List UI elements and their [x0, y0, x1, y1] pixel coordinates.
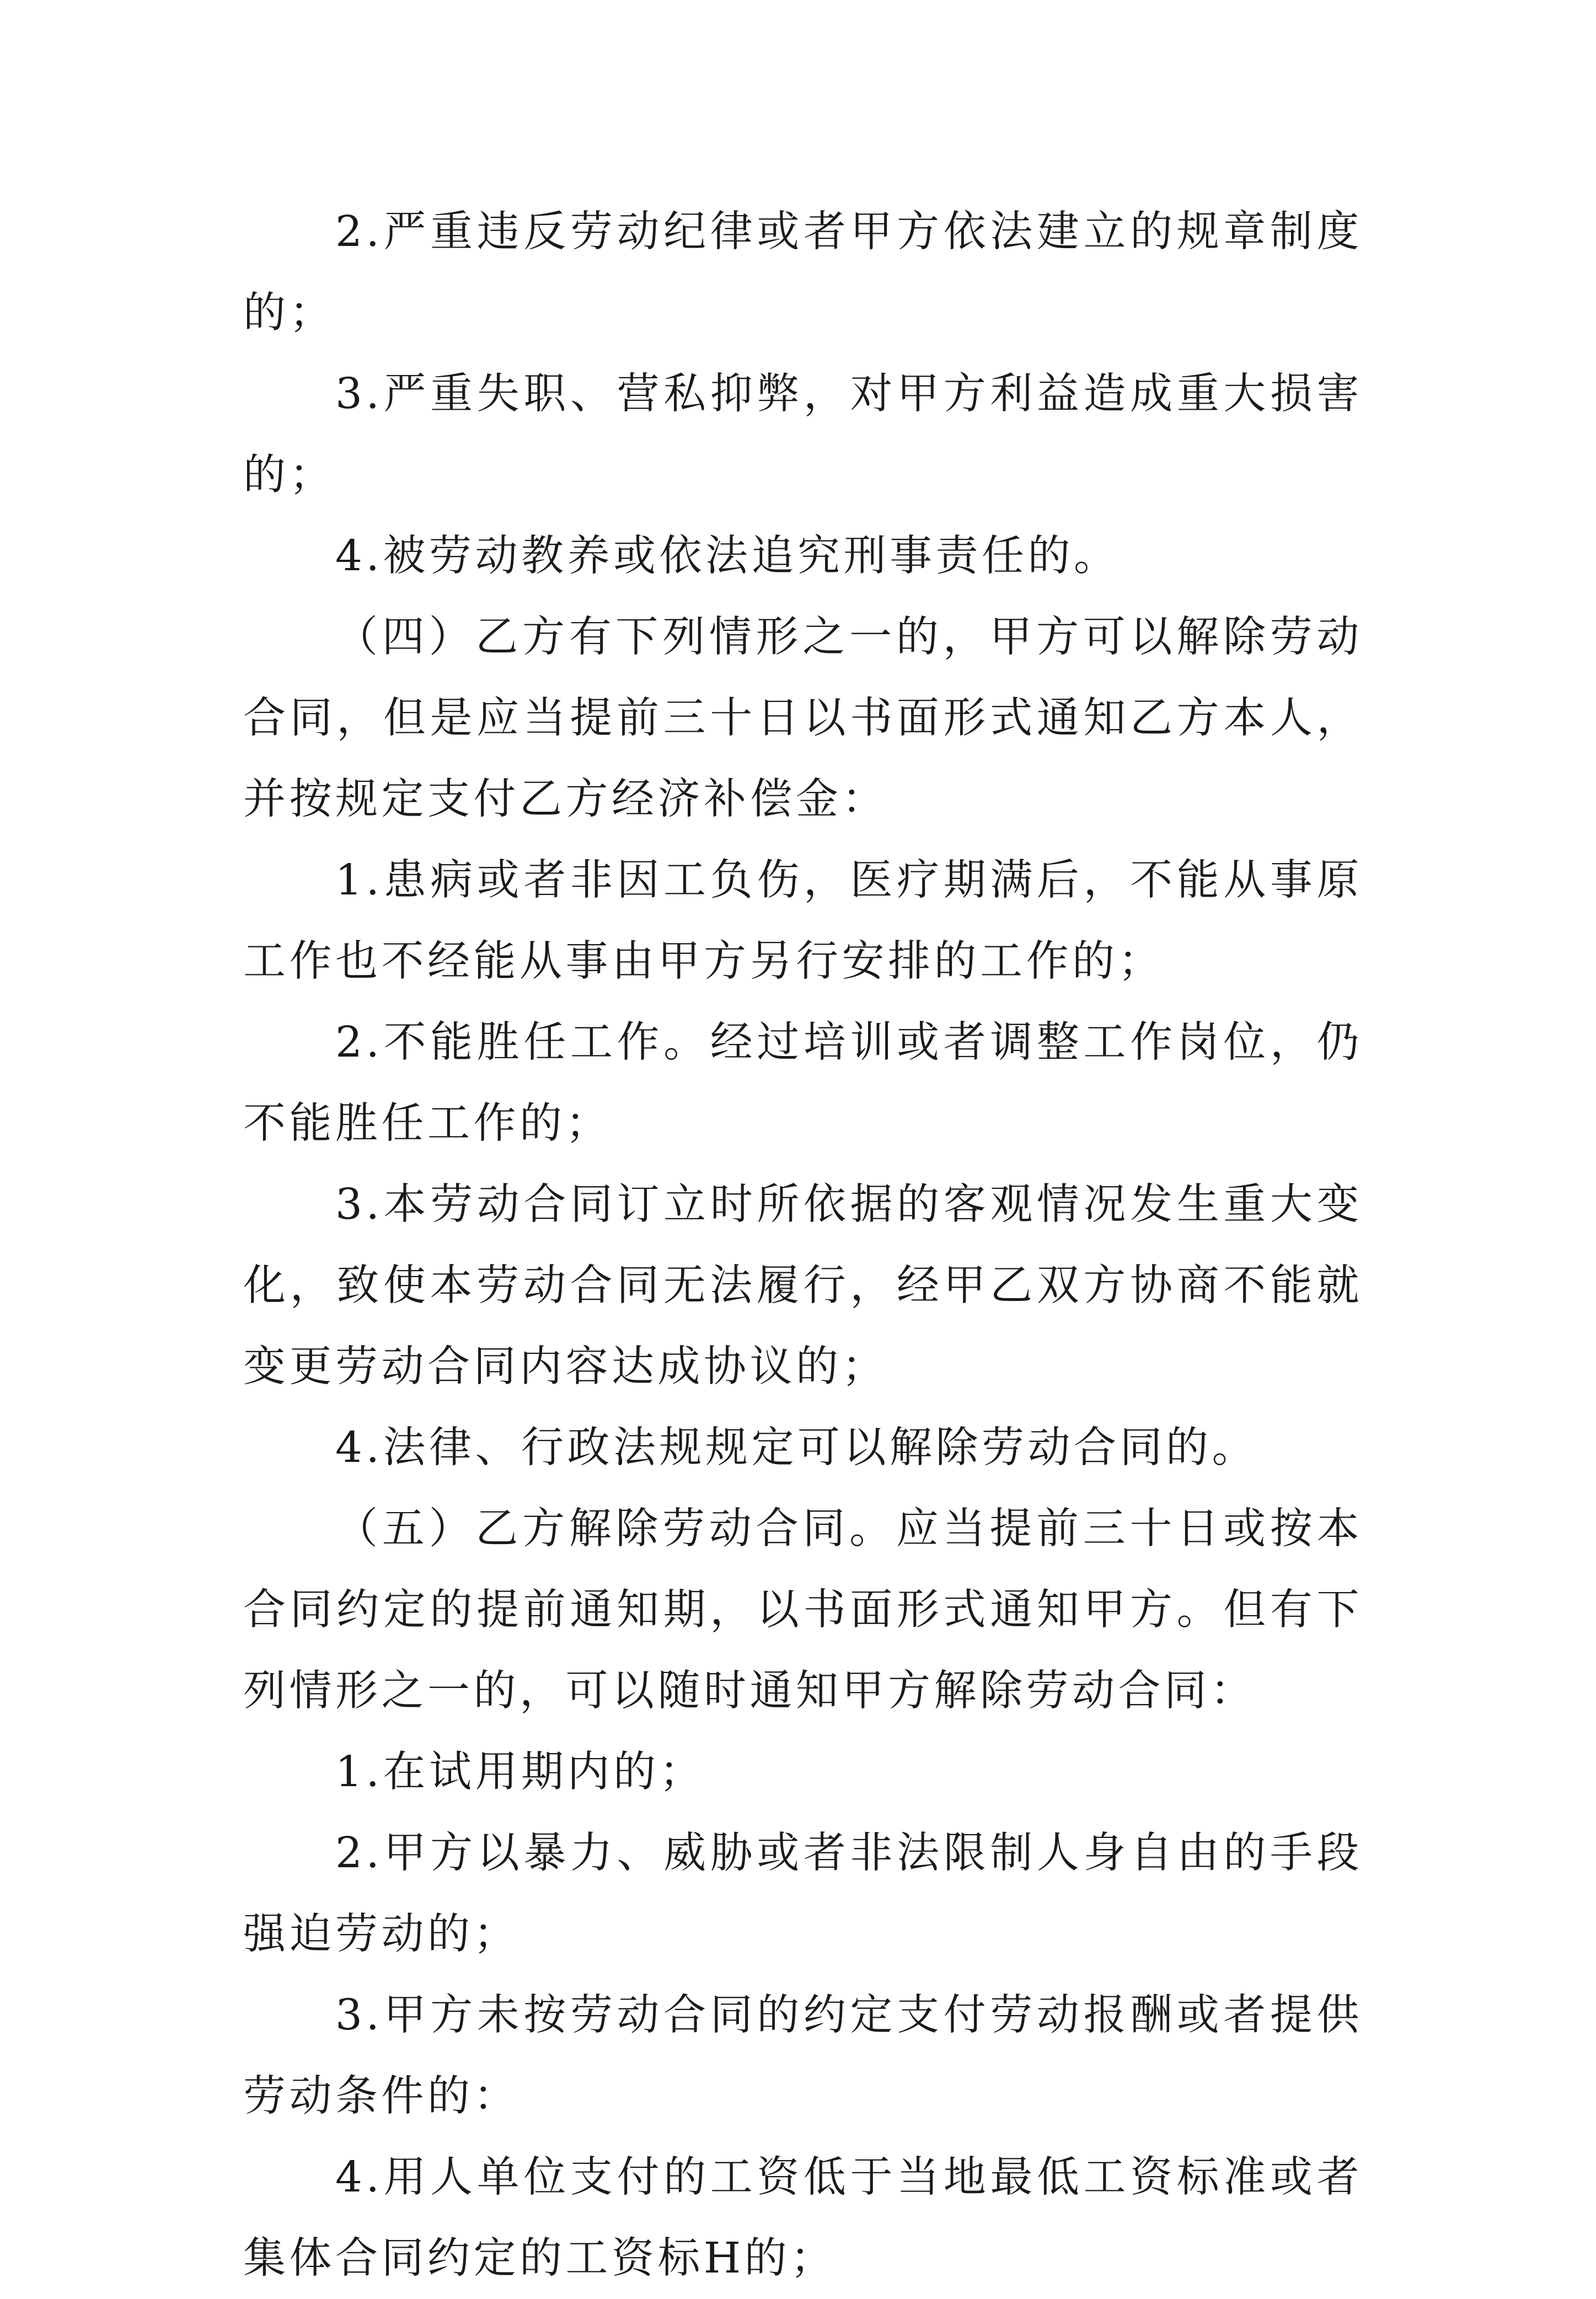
section-paragraph: （四）乙方有下列情形之一的，甲方可以解除劳动合同，但是应当提前三十日以书面形式通知乙方本人，并按规定支付乙方经济补偿金： — [243, 613, 1363, 824]
clause-paragraph: 2.甲方以暴力、威胁或者非法限制人身自由的手段强迫劳动的； — [243, 1829, 1363, 1959]
clause-paragraph: 3.本劳动合同订立时所依据的客观情况发生重大变化，致使本劳动合同无法履行，经甲乙双方协商不能就变更劳动合同内容达成协议的； — [243, 1180, 1363, 1391]
clause-paragraph: 4.被劳动教养或依法追究刑事责任的。 — [335, 532, 1120, 581]
document-body — [243, 191, 1363, 2299]
clause-paragraph: 1.在试用期内的； — [335, 1748, 705, 1797]
clause-paragraph: 2.不能胜任工作。经过培训或者调整工作岗位，仍不能胜任工作的； — [243, 1018, 1363, 1148]
clause-paragraph: 2.严重违反劳动纪律或者甲方依法建立的规章制度的； — [243, 207, 1363, 337]
clause-paragraph: 4.法律、行政法规规定可以解除劳动合同的。 — [335, 1423, 1258, 1472]
clause-paragraph: 4.用人单位支付的工资低于当地最低工资标准或者集体合同约定的工资标H的； — [243, 2153, 1363, 2283]
clause-paragraph: 1.患病或者非因工负伤，医疗期满后，不能从事原工作也不经能从事由甲方另行安排的工作的； — [243, 856, 1363, 986]
clause-paragraph: 3.严重失职、营私抑弊，对甲方利益造成重大损害的； — [243, 369, 1363, 500]
section-paragraph: （五）乙方解除劳动合同。应当提前三十日或按本合同约定的提前通知期，以书面形式通知甲方。但有下列情形之一的，可以随时通知甲方解除劳动合同： — [243, 1504, 1363, 1716]
clause-paragraph: 3.甲方未按劳动合同的约定支付劳动报酬或者提供劳动条件的： — [243, 1991, 1363, 2121]
